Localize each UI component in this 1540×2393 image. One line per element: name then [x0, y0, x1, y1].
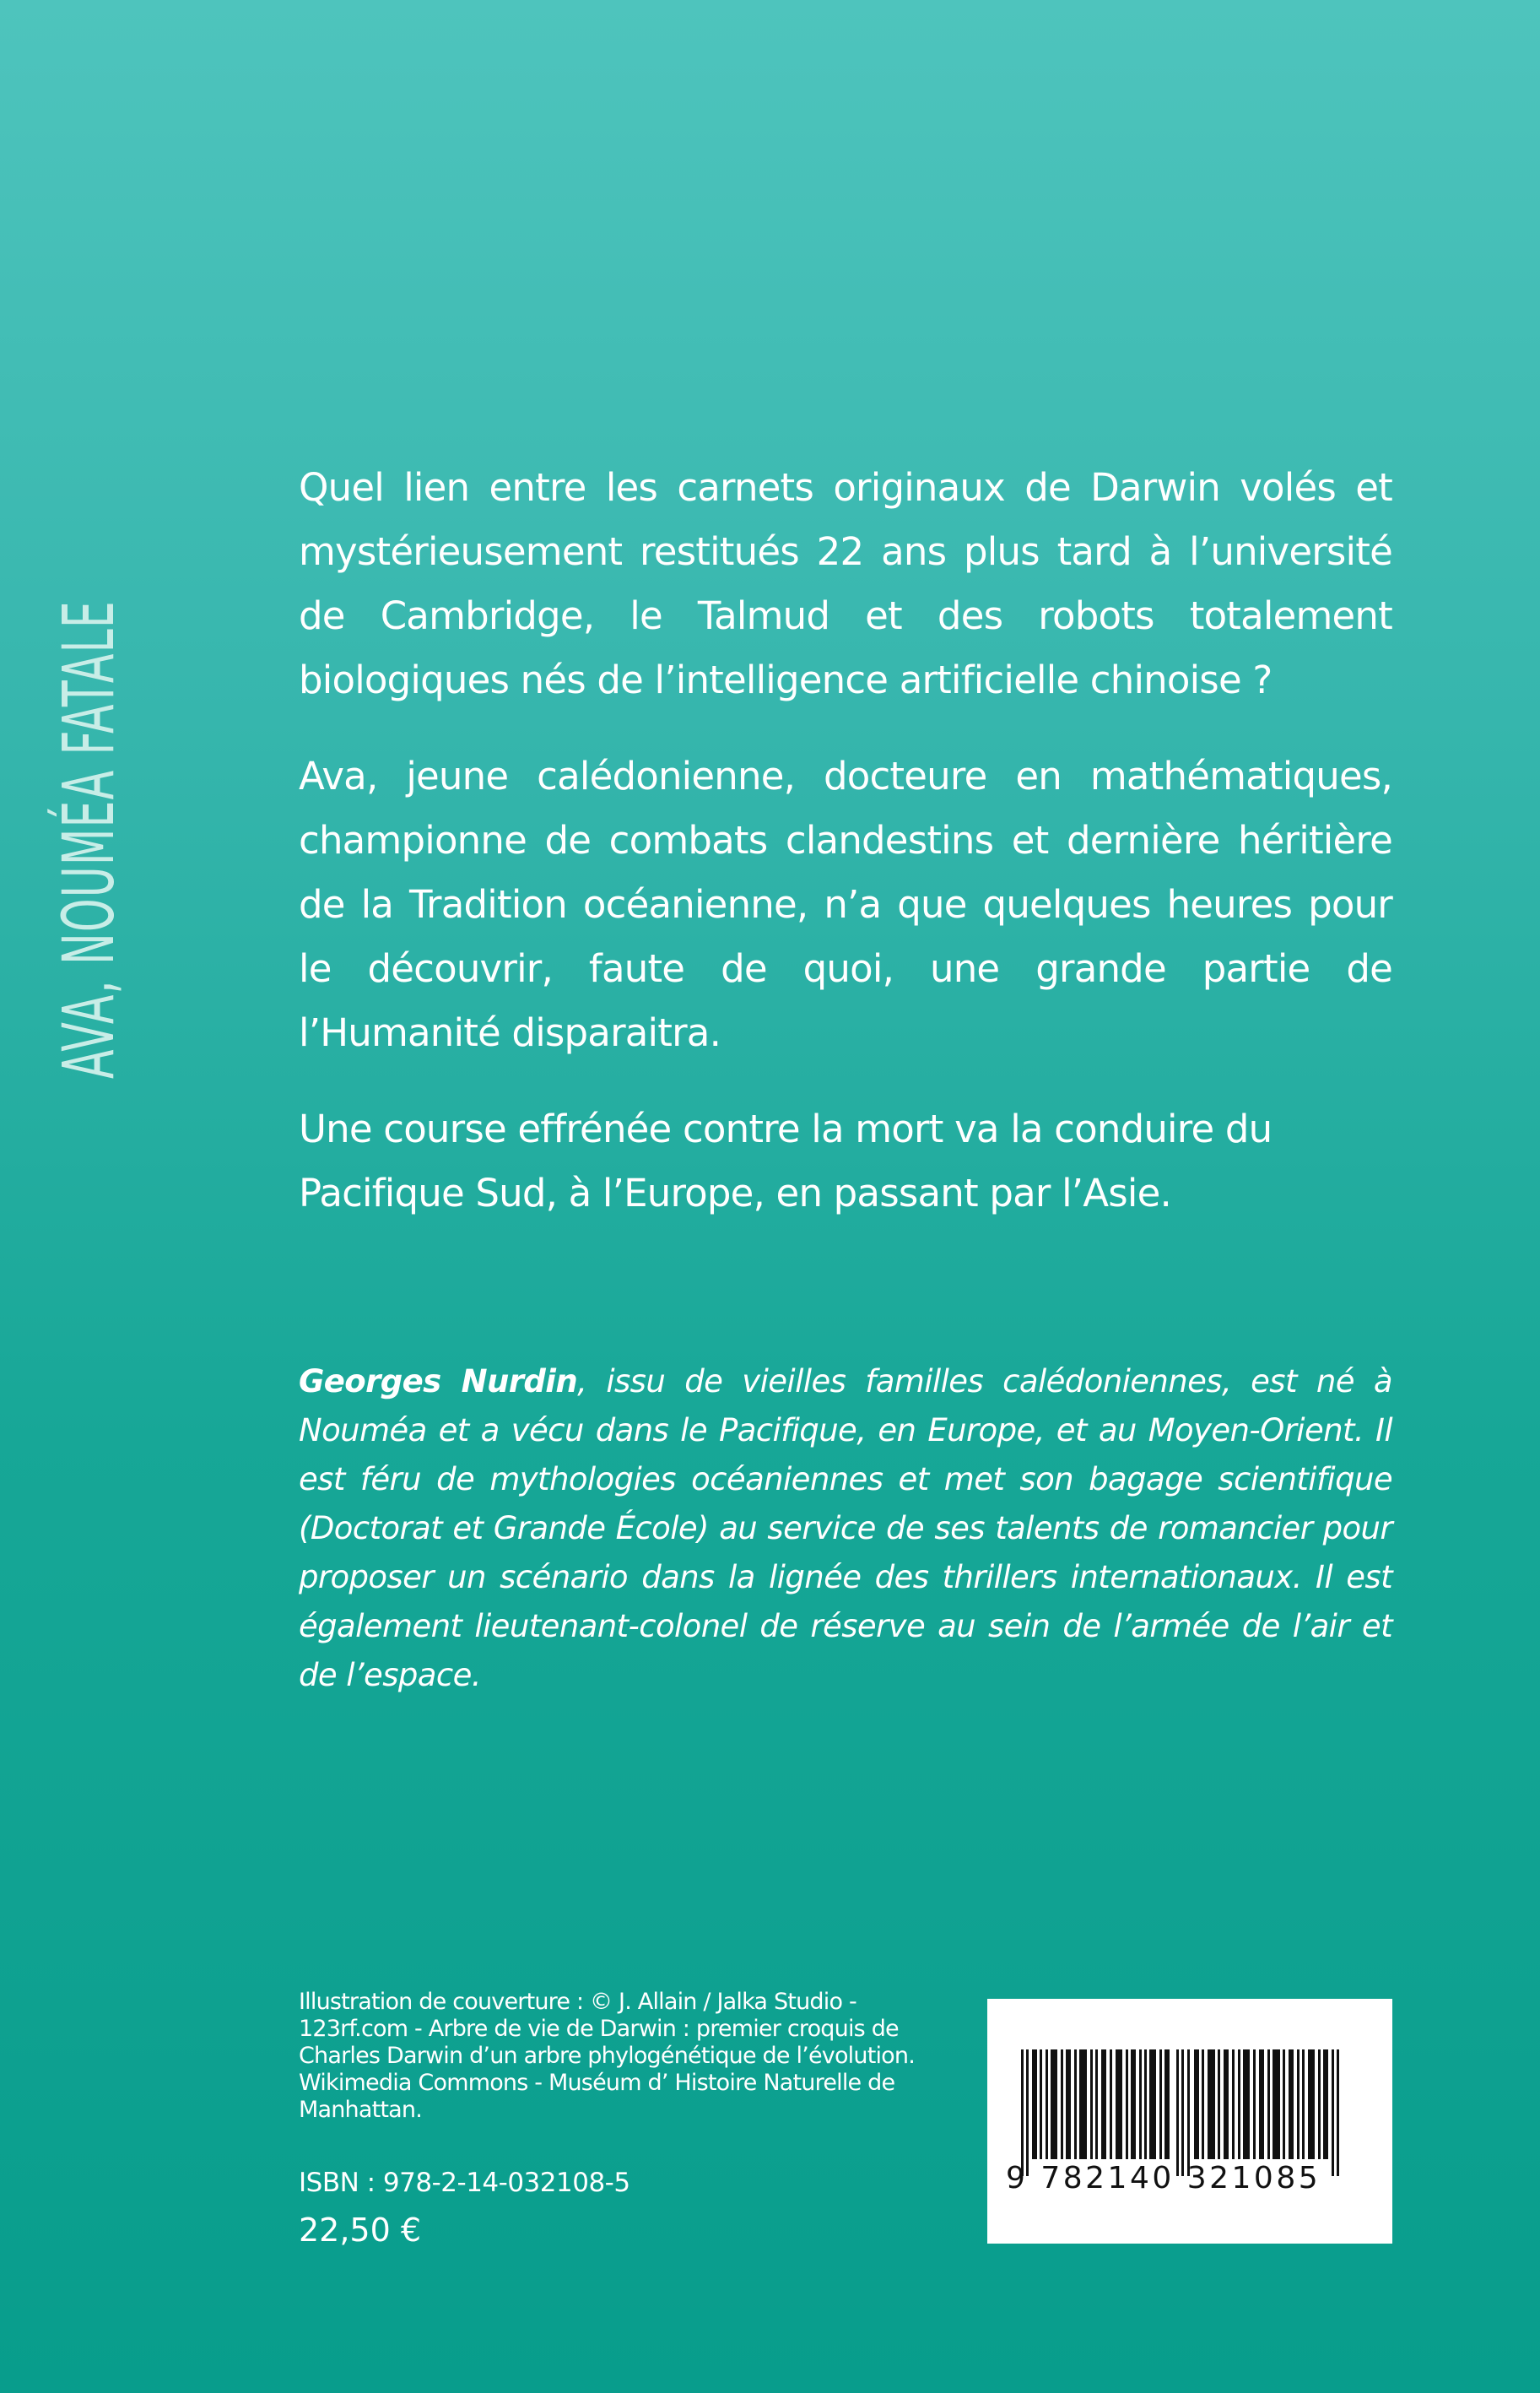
blurb-paragraph-3: Une course effrénée contre la mort va la conduire du Pacifique Sud, à l’Europe, en passant par l’Asie. [299, 1107, 1273, 1215]
author-name: Georges Nurdin [299, 1363, 578, 1400]
price: 22,50 € [299, 2212, 422, 2249]
back-cover-blurb [299, 456, 1392, 1258]
isbn: ISBN : 978-2-14-032108-5 [299, 2168, 630, 2198]
credits-line: 123rf.com - Arbre de vie de Darwin : premier croquis de [299, 2016, 899, 2042]
author-bio-text: , issu de vieilles familles calédoniennes, est né à Nouméa et a vécu dans le Pacifique, en Europe, et au Moyen-Orient. Il est féru de mythologies océaniennes et met son bagage scientifique (Doctorat et Grande École) au service de ses talents de romancier pour proposer un scénario dans la lignée des thrillers internationaux. Il est également lieutenant-colonel de réserve au sein de l’armée de l’air et de l’espace. [299, 1363, 1393, 1693]
blurb-paragraph-1: Quel lien entre les carnets originaux de Darwin volés et mystérieusement restitués 22 ans plus tard à l’université de Cambridge, le Talmud et des robots totalement biologiques nés de l’intelligence artificielle chinoise ? [299, 465, 1392, 702]
credits-line: Wikimedia Commons - Muséum d’ Histoire Naturelle de [299, 2070, 895, 2096]
credits-line: Manhattan. [299, 2097, 423, 2123]
barcode-icon [1021, 2049, 1359, 2176]
blurb-paragraph-2: Ava, jeune calédonienne, docteure en mathématiques, championne de combats clandestins et dernière héritière de la Tradition océanienne, n’a que quelques heures pour le découvrir, faute de quoi, une grande partie de l’Humanité disparaitra. [299, 754, 1392, 1055]
author-bio [299, 1357, 1392, 1700]
credits-line: Charles Darwin d’un arbre phylogénétique de l’évolution. [299, 2043, 916, 2069]
spine-title: AVA, NOUMÉA FATALE [47, 600, 130, 1080]
barcode-box [987, 1999, 1392, 2244]
barcode-digits: 9 782140 321085 [1006, 2161, 1321, 2195]
spine-title-area [38, 468, 139, 1211]
credits-line: Illustration de couverture : © J. Allain / Jalka Studio - [299, 1989, 856, 2015]
cover-credits [299, 1989, 923, 2124]
